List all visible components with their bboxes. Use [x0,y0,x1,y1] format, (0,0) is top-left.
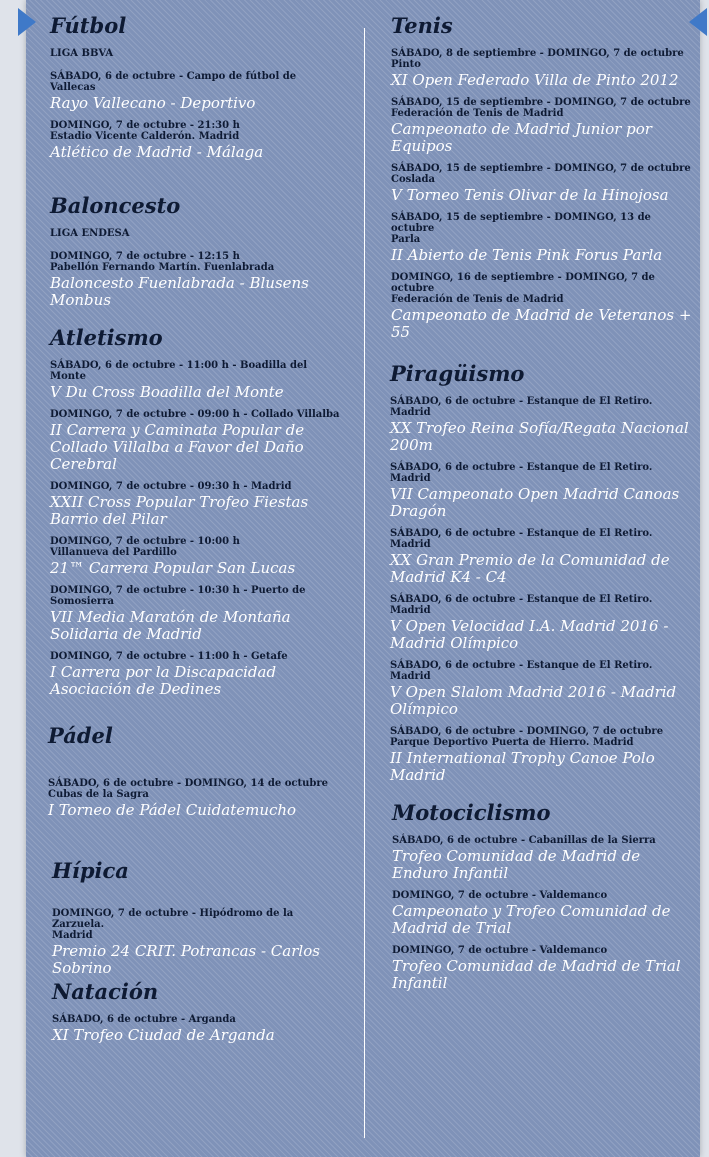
section-title: Motociclismo [392,800,551,825]
league-label: LIGA ENDESA [50,228,130,239]
event-name: Trofeo Comunidad de Madrid de Trial Infantil [392,957,681,992]
event-name: V Torneo Tenis Olivar de la Hinojosa [391,186,669,204]
event-date-place: SÁBADO, 6 de octubre - Estanque de El Retiro. Madrid [390,528,653,550]
section-natacion [52,980,342,1052]
event-date-place: DOMINGO, 7 de octubre - 09:00 h - Collado Villalba [50,409,340,420]
league-label: LIGA BBVA [50,48,114,59]
event-name: XX Trofeo Reina Sofía/Regata Nacional 200m [390,419,689,454]
section-atletismo [50,326,340,706]
section-baloncesto [50,194,340,317]
section-title: Natación [52,979,159,1004]
event-name: II Abierto de Tenis Pink Forus Parla [391,246,663,264]
event-name: II International Trophy Canoe Polo Madrid [390,749,655,784]
event-date-place: DOMINGO, 7 de octubre - Hipódromo de la Zarzuela. Madrid [52,908,294,941]
event-date-place: DOMINGO, 7 de octubre - 12:15 h Pabellón Fernando Martín. Fuenlabrada [50,251,275,273]
event-date-place: SÁBADO, 6 de octubre - 11:00 h - Boadilla del Monte [50,360,308,382]
event-date-place: SÁBADO, 6 de octubre - Estanque de El Retiro. Madrid [390,594,653,616]
section-title: Tenis [391,13,453,38]
event-date-place: DOMINGO, 7 de octubre - 21:30 h Estadio Vicente Calderón. Madrid [50,120,240,142]
section-title: Piragüismo [390,361,525,386]
corner-arrow-left-icon [18,8,36,36]
event-date-place: SÁBADO, 15 de septiembre - DOMINGO, 7 de octubre Federación de Tenis de Madrid [391,97,691,119]
event-date-place: SÁBADO, 15 de septiembre - DOMINGO, 13 de octubre Parla [391,212,651,245]
event-date-place: DOMINGO, 7 de octubre - Valdemanco [392,945,608,956]
event-name: XI Trofeo Ciudad de Arganda [52,1026,275,1044]
section-futbol [50,14,340,169]
event-date-place: SÁBADO, 6 de octubre - DOMINGO, 14 de octubre Cubas de la Sagra [48,778,329,800]
column-divider [364,28,365,1138]
event-name: XXII Cross Popular Trofeo Fiestas Barrio del Pilar [50,493,309,528]
event-name: XI Open Federado Villa de Pinto 2012 [391,71,679,89]
event-name: V Open Slalom Madrid 2016 - Madrid Olímpico [390,683,677,718]
section-title: Pádel [48,723,113,748]
event-date-place: SÁBADO, 6 de octubre - Campo de fútbol de Vallecas [50,71,297,93]
section-title: Fútbol [50,13,127,38]
event-date-place: DOMINGO, 7 de octubre - 09:30 h - Madrid [50,481,292,492]
section-motociclismo [392,801,697,1000]
section-title: Baloncesto [50,193,181,218]
event-date-place: SÁBADO, 6 de octubre - Estanque de El Retiro. Madrid [390,660,653,682]
event-name: 21™ Carrera Popular San Lucas [50,559,296,577]
event-date-place: DOMINGO, 16 de septiembre - DOMINGO, 7 de octubre Federación de Tenis de Madrid [391,272,655,305]
section-piraguismo [390,362,695,792]
event-name: Atlético de Madrid - Málaga [50,143,264,161]
section-title: Hípica [52,858,129,883]
event-date-place: DOMINGO, 7 de octubre - 10:30 h - Puerto de Somosierra [50,585,306,607]
section-padel [48,724,338,827]
section-hipica [52,859,342,985]
event-date-place: SÁBADO, 6 de octubre - DOMINGO, 7 de octubre Parque Deportivo Puerta de Hierro. Madrid [390,726,664,748]
event-date-place: SÁBADO, 15 de septiembre - DOMINGO, 7 de octubre Coslada [391,163,691,185]
event-date-place: SÁBADO, 6 de octubre - Cabanillas de la Sierra [392,835,656,846]
event-name: Campeonato de Madrid de Veteranos + 55 [391,306,692,341]
section-tenis [391,14,696,349]
event-date-place: SÁBADO, 6 de octubre - Estanque de El Retiro. Madrid [390,396,653,418]
event-date-place: DOMINGO, 7 de octubre - 10:00 h Villanueva del Pardillo [50,536,240,558]
event-name: V Du Cross Boadilla del Monte [50,383,284,401]
event-date-place: SÁBADO, 6 de octubre - Arganda [52,1014,236,1025]
event-name: Premio 24 CRIT. Potrancas - Carlos Sobrino [52,942,320,977]
event-name: Rayo Vallecano - Deportivo [50,94,256,112]
event-name: V Open Velocidad I.A. Madrid 2016 - Madrid Olímpico [390,617,669,652]
event-name: Campeonato y Trofeo Comunidad de Madrid de Trial [392,902,671,937]
event-date-place: SÁBADO, 6 de octubre - Estanque de El Retiro. Madrid [390,462,653,484]
event-name: XX Gran Premio de la Comunidad de Madrid K4 - C4 [390,551,670,586]
event-date-place: DOMINGO, 7 de octubre - 11:00 h - Getafe [50,651,288,662]
event-name: VII Campeonato Open Madrid Canoas Dragón [390,485,680,520]
event-name: Baloncesto Fuenlabrada - Blusens Monbus [50,274,309,309]
event-name: VII Media Maratón de Montaña Solidaria de Madrid [50,608,291,643]
event-name: I Torneo de Pádel Cuidatemucho [48,801,297,819]
event-name: I Carrera por la Discapacidad Asociación de Dedines [50,663,277,698]
event-name: Campeonato de Madrid Junior por Equipos [391,120,652,155]
event-name: Trofeo Comunidad de Madrid de Enduro Infantil [392,847,641,882]
event-date-place: SÁBADO, 8 de septiembre - DOMINGO, 7 de octubre Pinto [391,48,684,70]
event-name: II Carrera y Caminata Popular de Collado Villalba a Favor del Daño Cerebral [50,421,305,473]
section-title: Atletismo [50,325,163,350]
event-date-place: DOMINGO, 7 de octubre - Valdemanco [392,890,608,901]
